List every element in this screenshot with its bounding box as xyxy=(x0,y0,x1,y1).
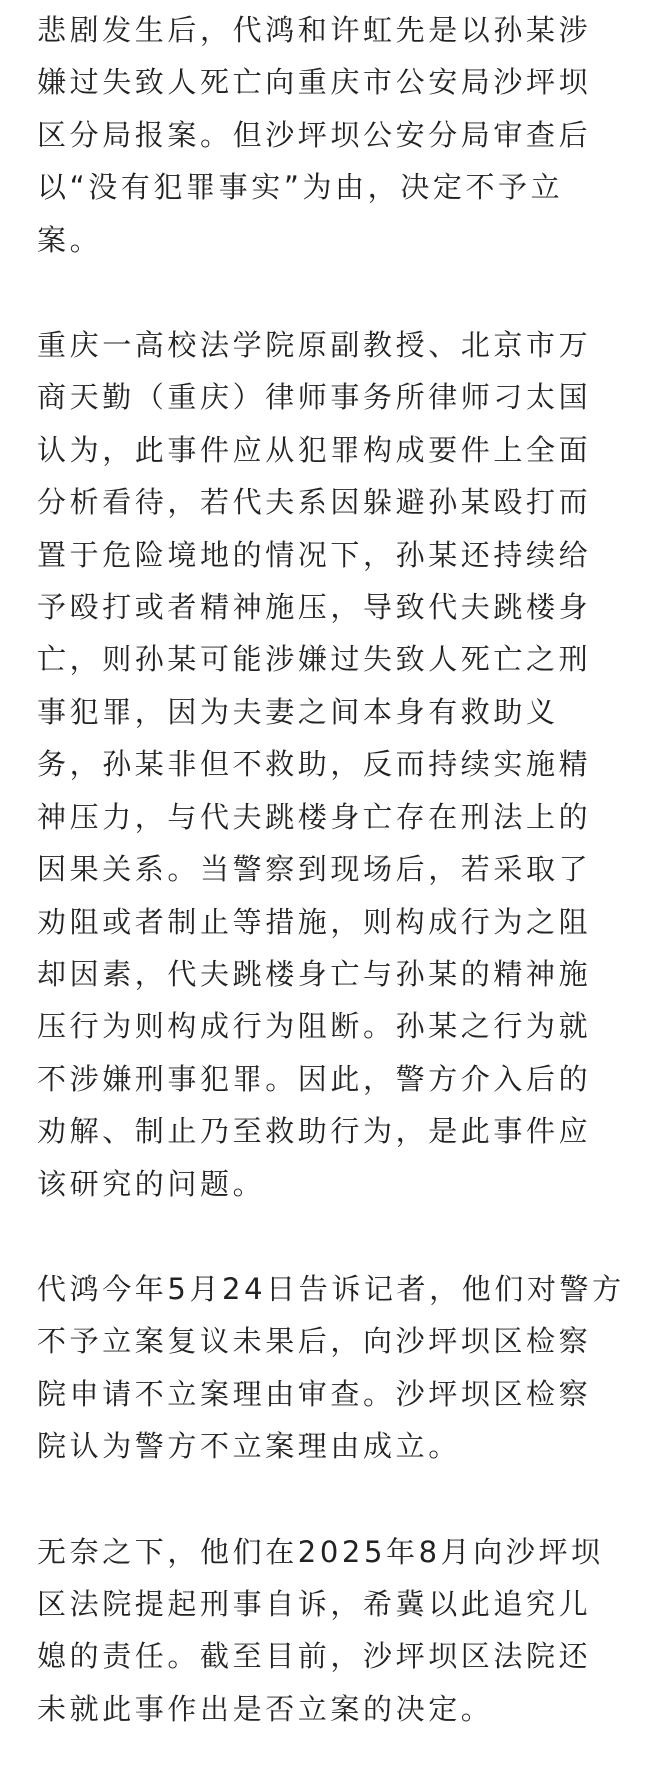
text-line: 悲剧发生后，代鸿和许虹先是以孙某涉 xyxy=(37,13,592,47)
paragraph-private-prosecution xyxy=(37,1526,617,1736)
paragraph-gap xyxy=(37,1210,617,1263)
text-line: 区分局报案。但沙坪坝公安分局审查后 xyxy=(37,117,592,152)
text-line: 媳的责任。截至目前，沙坪坝区法院还 xyxy=(37,1639,592,1674)
text-line: 劝解、制止乃至救助行为，是此事件应 xyxy=(37,1114,592,1149)
text-line: 亡，则孙某可能涉嫌过失致人死亡之刑 xyxy=(37,642,592,677)
text-line: 区法院提起刑事自诉，希冀以此追究儿 xyxy=(37,1586,592,1621)
text-line: 案。 xyxy=(37,222,103,257)
text-line: 认为，此事件应从犯罪构成要件上全面 xyxy=(37,432,592,467)
text-line: 压行为则构成行为阻断。孙某之行为就 xyxy=(37,1009,592,1044)
text-line: 不涉嫌刑事犯罪。因此，警方介入后的 xyxy=(37,1061,592,1096)
text-line: 院认为警方不立案理由成立。 xyxy=(37,1429,461,1464)
text-line: 商天勤（重庆）律师事务所律师刁太国 xyxy=(37,380,592,415)
text-line: 劝阻或者制止等措施，则构成行为之阻 xyxy=(37,904,592,939)
text-line: 事犯罪，因为夫妻之间本身有救助义 xyxy=(37,694,559,729)
text-line: 置于危险境地的情况下，孙某还持续给 xyxy=(37,537,592,572)
paragraph-gap xyxy=(37,266,617,319)
text-line: 神压力，与代夫跳楼身亡存在刑法上的 xyxy=(37,799,592,834)
paragraph-procuratorate-review xyxy=(37,1263,625,1473)
text-line: 却因素，代夫跳楼身亡与孙某的精神施 xyxy=(37,956,592,991)
paragraph-gap xyxy=(37,1473,617,1526)
text-line: 因果关系。当警察到现场后，若采取了 xyxy=(37,852,592,887)
text-line: 无奈之下，他们在2025年8月向沙坪坝 xyxy=(37,1534,604,1569)
text-line: 代鸿今年5月24日告诉记者，他们对警方 xyxy=(37,1271,625,1306)
text-line: 不予立案复议未果后，向沙坪坝区检察 xyxy=(37,1324,592,1359)
text-line: 重庆一高校法学院原副教授、北京市万 xyxy=(37,328,592,363)
paragraph-lawyer-opinion xyxy=(37,319,617,1210)
text-line: 务，孙某非但不救助，反而持续实施精 xyxy=(37,747,592,782)
paragraph-report-case xyxy=(37,4,617,266)
text-line: 予殴打或者精神施压，导致代夫跳楼身 xyxy=(37,590,592,625)
text-line: 院申请不立案理由审查。沙坪坝区检察 xyxy=(37,1376,592,1411)
text-line: 以“没有犯罪事实”为由，决定不予立 xyxy=(37,170,564,205)
text-line: 嫌过失致人死亡向重庆市公安局沙坪坝 xyxy=(37,65,592,100)
article-body xyxy=(37,4,625,1735)
text-line: 未就此事作出是否立案的决定。 xyxy=(37,1691,494,1726)
text-line: 该研究的问题。 xyxy=(37,1166,266,1201)
text-line: 分析看待，若代夫系因躲避孙某殴打而 xyxy=(37,485,592,520)
